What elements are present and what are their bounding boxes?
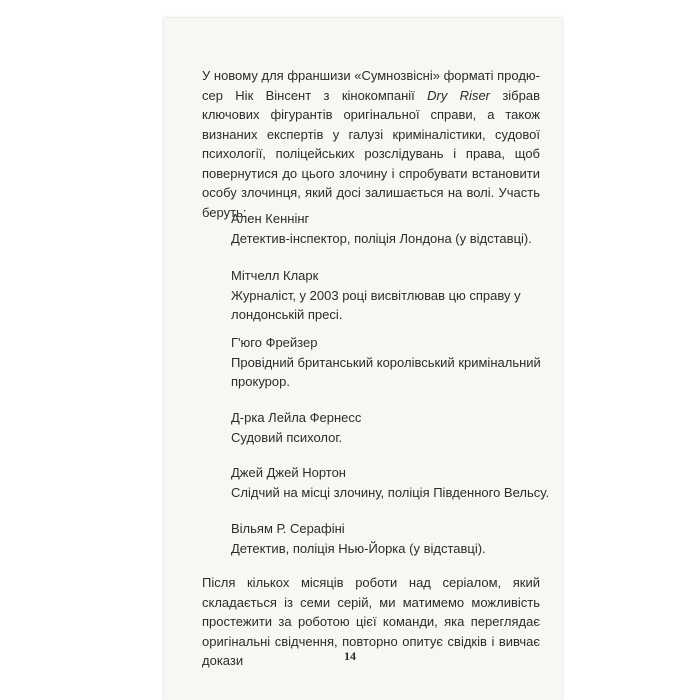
participant-entry [231,519,541,558]
intro-lead: У новому для франшизи «Сумнозвісні» форматі продюсер Нік Вінсент з кінокомпанії [202,68,540,103]
participant-role: Журналіст, у 2003 році висвітлював цю справу у лондонській пресі. [231,287,521,322]
participant-name: Мітчелл Кларк [231,268,319,283]
participant-role: Провідний британський королівський кримінальний прокурор. [231,354,541,389]
participant-entry [231,266,543,325]
company-name: Dry Riser [427,87,490,103]
participant-name: Джей Джей Нортон [231,465,346,480]
participant-entry [231,463,551,502]
participant-name: Ален Кеннінг [231,211,310,226]
participant-name: Вільям Р. Серафіні [231,521,345,536]
page-number: 14 [344,649,356,663]
participant-name: Г'юго Фрейзер [231,335,318,350]
participant-name: Д-рка Лейла Фернесс [231,410,362,425]
participant-role: Детектив-інспектор, поліція Лондона (у відставці). [231,230,532,246]
participant-entry [231,333,543,392]
participant-entry [231,408,541,447]
intro-paragraph [202,66,540,222]
participant-entry [231,209,541,248]
participant-role: Судовий психолог. [231,429,343,445]
participant-role: Детектив, поліція Нью-Йорка (у відставці). [231,540,486,556]
intro-rest: зібрав ключових фігурантів оригінальної справи, а також визнаних експертів у галузі криміналістики, судової психології, поліцейських розслідувань і права, щоб повернутися до цього злочину і спробувати встановити особу злочинця, який досі залишається на волі. Участь беруть: [202,87,540,220]
participant-role: Слідчий на місці злочину, поліція Південного Вельсу. [231,484,550,500]
closing-paragraph: Після кількох місяців роботи над серіалом, який складається із семи серій, ми матимемо можливість простежити за роботою цієї команди, яка переглядає оригінальні свідчення, повторно опитує свідків і вивчає докази [202,575,540,668]
